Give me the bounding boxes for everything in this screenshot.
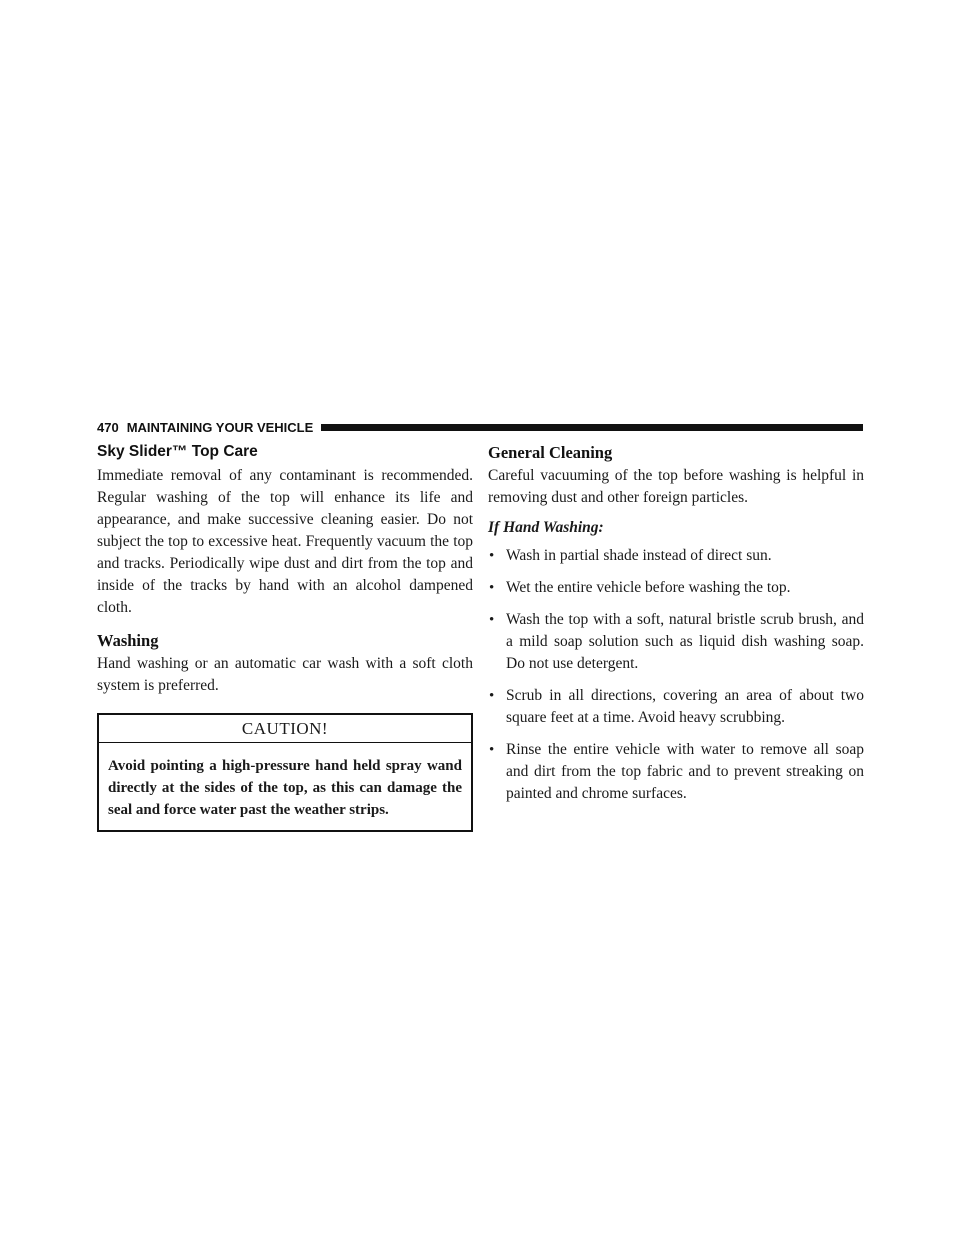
list-item-text: Rinse the entire vehicle with water to remove all soap and dirt from the top fabric and to prevent streaking on painted and chrome surfaces. bbox=[506, 741, 864, 802]
list-item-text: Wash in partial shade instead of direct sun. bbox=[506, 547, 772, 564]
bullet-icon: • bbox=[489, 688, 495, 704]
general-cleaning-heading: General Cleaning bbox=[488, 443, 613, 462]
bullet-icon: • bbox=[489, 580, 495, 596]
intro-paragraph: Immediate removal of any contaminant is recommended. Regular washing of the top will enhance its life and appearance, and make successive cleaning easier. Do not subject the top to excessive heat. Frequently vacuum the top and tracks. Periodically wipe dust and dirt from the top and inside of the tracks by hand with an alcohol dampened cloth. bbox=[97, 467, 473, 616]
right-column bbox=[488, 443, 864, 815]
list-item-text: Wash the top with a soft, natural bristle scrub brush, and a mild soap solution such as liquid dish washing soap. Do not use detergent. bbox=[506, 611, 864, 672]
list-item bbox=[488, 685, 864, 729]
header-rule bbox=[321, 424, 863, 431]
list-item bbox=[488, 545, 864, 567]
washing-paragraph: Hand washing or an automatic car wash with a soft cloth system is preferred. bbox=[97, 655, 473, 694]
caution-title: CAUTION! bbox=[99, 715, 471, 743]
section-heading-top-care: Sky Slider™ Top Care bbox=[97, 443, 258, 460]
hand-washing-subheading: If Hand Washing: bbox=[488, 519, 604, 536]
bullet-icon: • bbox=[489, 548, 495, 564]
left-column bbox=[97, 443, 473, 832]
list-item bbox=[488, 609, 864, 675]
bullet-icon: • bbox=[489, 612, 495, 628]
page-number: 470 bbox=[97, 419, 119, 435]
hand-washing-list bbox=[488, 545, 864, 805]
general-cleaning-paragraph: Careful vacuuming of the top before washing is helpful in removing dust and other foreign particles. bbox=[488, 467, 864, 506]
list-item-text: Scrub in all directions, covering an area of about two square feet at a time. Avoid heavy scrubbing. bbox=[506, 687, 864, 726]
page-header bbox=[97, 419, 863, 435]
list-item bbox=[488, 577, 864, 599]
caution-box bbox=[97, 713, 473, 832]
caution-text: Avoid pointing a high-pressure hand held spray wand directly at the sides of the top, as this can damage the seal and force water past the weather strips. bbox=[108, 758, 462, 818]
section-title: MAINTAINING YOUR VEHICLE bbox=[126, 419, 314, 435]
list-item bbox=[488, 739, 864, 805]
list-item-text: Wet the entire vehicle before washing the top. bbox=[506, 579, 791, 596]
washing-heading: Washing bbox=[97, 631, 159, 650]
bullet-icon: • bbox=[489, 742, 495, 758]
